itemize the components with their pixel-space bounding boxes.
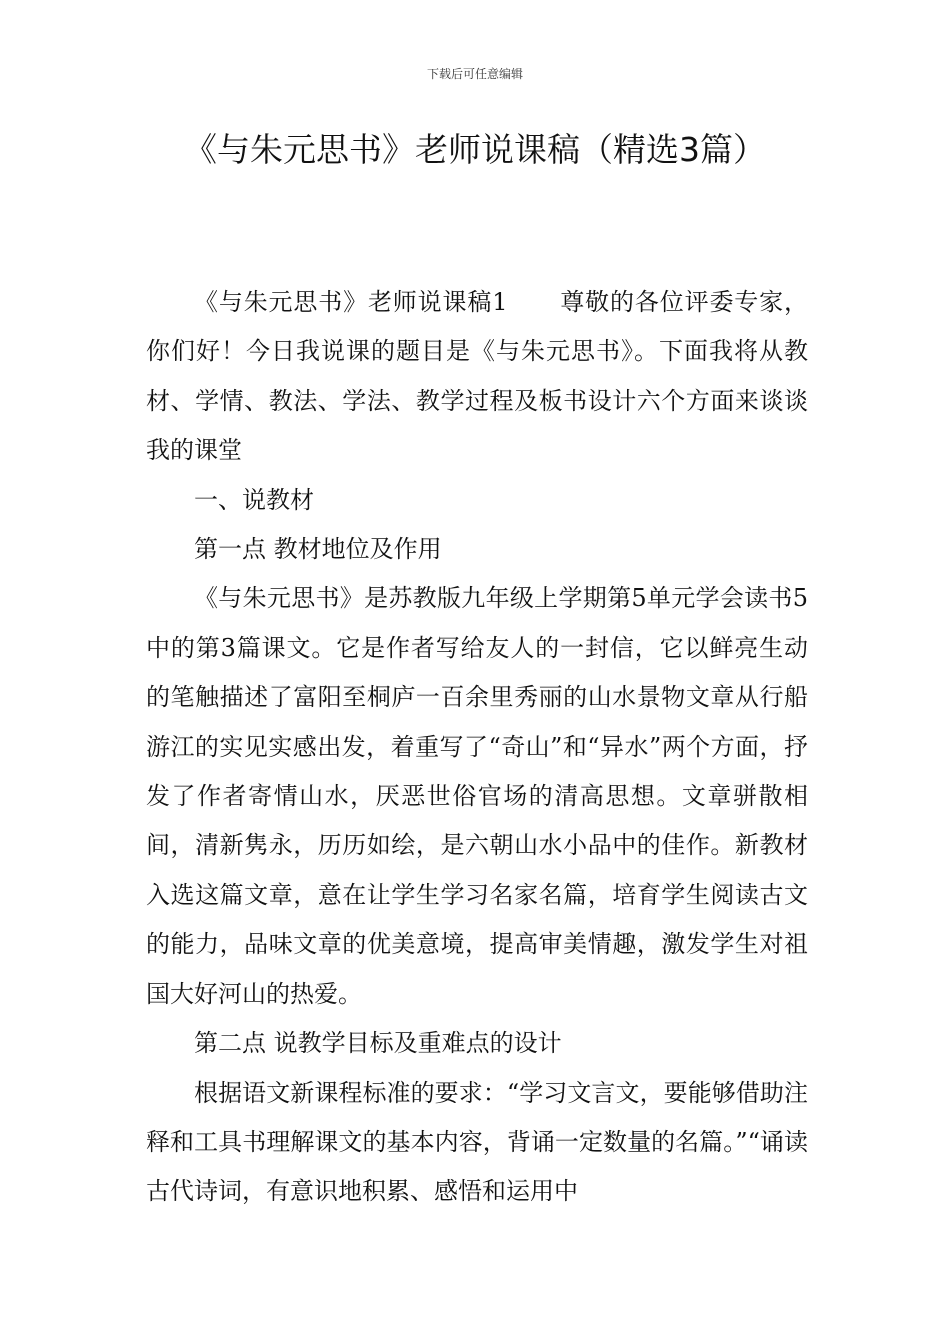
page-header-note: 下载后可任意编辑 (426, 67, 523, 81)
document-body (146, 278, 808, 1217)
paragraph-curriculum-standard: 根据语文新课程标准的要求：“学习文言文，要能够借助注释和工具书理解课文的基本内容，背诵一定数量的名篇。”“诵读古代诗词，有意识地积累、感悟和运用中 (146, 1078, 808, 1206)
document-title: 《与朱元思书》老师说课稿（精选3篇） (184, 130, 766, 169)
paragraph-intro (146, 278, 808, 476)
paragraph-textbook-analysis: 《与朱元思书》是苏教版九年级上学期第5单元学会读书5中的第3篇课文。它是作者写给友人的一封信，它以鲜亮生动的笔触描述了富阳至桐庐一百余里秀丽的山水景物文章从行船游江的实见实感出发，着重写了“奇山”和“异水”两个方面，抒发了作者寄情山水，厌恶世俗官场的清高思想。文章骈散相间，清新隽永，历历如绘，是六朝山水小品中的佳作。新教材入选这篇文章，意在让学生学习名家名篇，培育学生阅读古文的能力，品味文章的优美意境，提高审美情趣，激发学生对祖国大好河山的热爱。 (146, 584, 808, 1008)
subsection-heading-objectives: 第二点 说教学目标及重难点的设计 (194, 1029, 562, 1058)
subsection-heading-position: 第一点 教材地位及作用 (194, 535, 442, 564)
intro-heading: 《与朱元思书》老师说课稿1 (194, 288, 508, 316)
intro-text: 尊敬的各位评委专家，你们好！今日我说课的题目是《与朱元思书》。下面我将从教材、学情、教法、学法、教学过程及板书设计六个方面来谈谈我的课堂 (146, 288, 808, 465)
section-heading-textbook: 一、说教材 (194, 485, 314, 514)
